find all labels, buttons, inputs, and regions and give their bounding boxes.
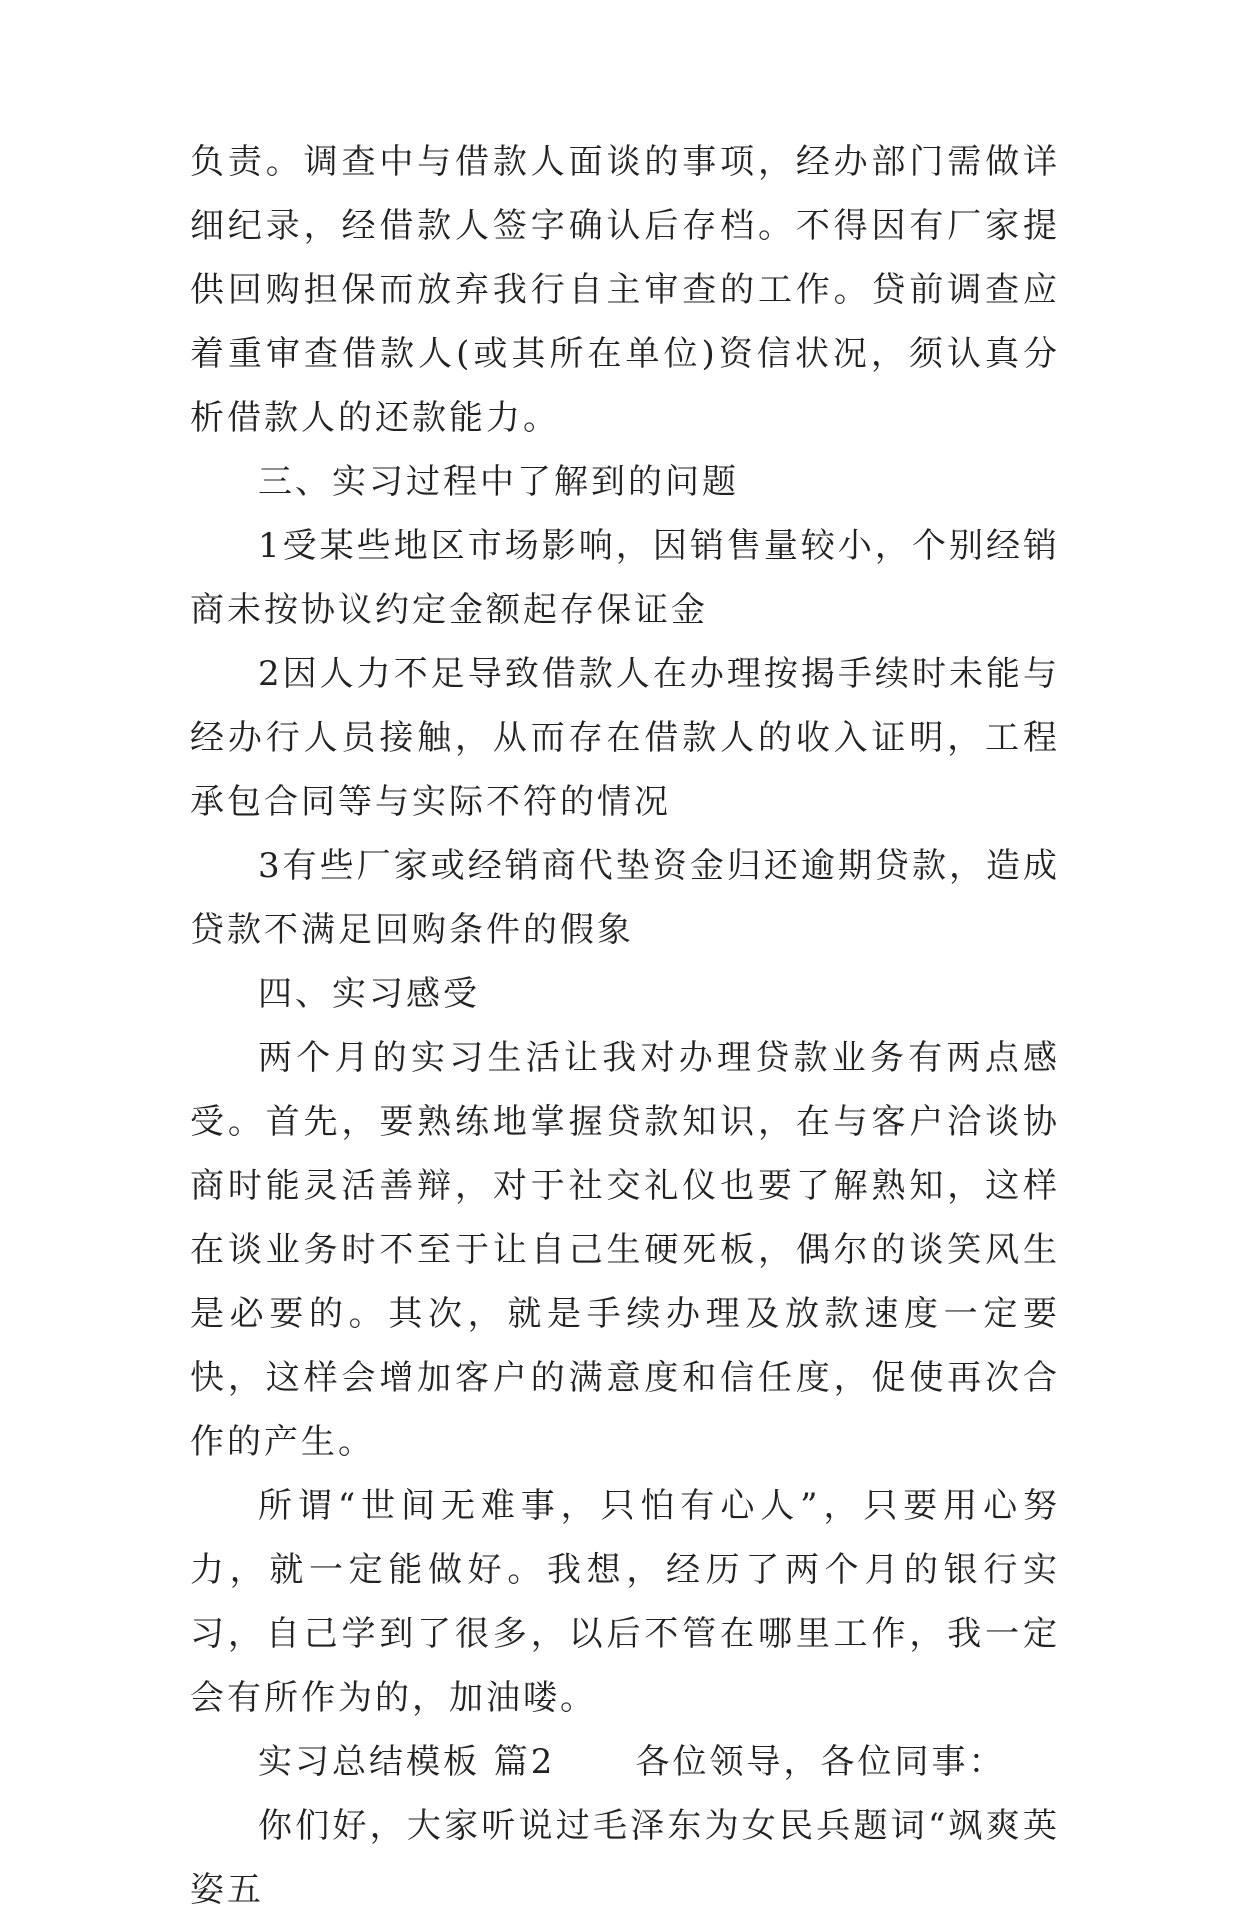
paragraph-opening: 你们好，大家听说过毛泽东为女民兵题词“飒爽英姿五 [190,1806,1060,1910]
issue-item-1: 1受某些地区市场影响，因销售量较小，个别经销商未按协议约定金额起存保证金 [190,526,1060,630]
greeting: 各位领导，各位同事： [635,1742,1006,1782]
issue-item-3: 3有些厂家或经销商代垫资金归还逾期贷款，造成贷款不满足回购条件的假象 [190,846,1060,950]
issue-item-2: 2因人力不足导致借款人在办理按揭手续时未能与经办行人员接触，从而存在借款人的收入证明，工程承包合同等与实际不符的情况 [190,654,1060,822]
paragraph-feelings: 两个月的实习生活让我对办理贷款业务有两点感受。首先，要熟练地掌握贷款知识，在与客户洽谈协商时能灵活善辩，对于社交礼仪也要了解熟知，这样在谈业务时不至于让自己生硬死板，偶尔的谈笑风生是必要的。其次，就是手续办理及放款速度一定要快，这样会增加客户的满意度和信任度，促使再次合作的产生。 [190,1038,1060,1462]
paragraph-conclusion: 所谓“世间无难事，只怕有心人”，只要用心努力，就一定能做好。我想，经历了两个月的银行实习，自己学到了很多，以后不管在哪里工作，我一定会有所作为的，加油喽。 [190,1486,1060,1718]
heading-issues: 三、实习过程中了解到的问题 [258,462,739,502]
section-title-line [190,1730,1060,1794]
paragraph-loan-investigation: 负责。调查中与借款人面谈的事项，经办部门需做详细纪录，经借款人签字确认后存档。不得因有厂家提供回购担保而放弃我行自主审查的工作。贷前调查应着重审查借款人(或其所在单位)资信状况，须认真分析借款人的还款能力。 [190,142,1060,438]
section-title: 实习总结模板 篇2 [258,1742,556,1782]
document-body [190,130,1060,1922]
heading-feelings: 四、实习感受 [258,974,480,1014]
